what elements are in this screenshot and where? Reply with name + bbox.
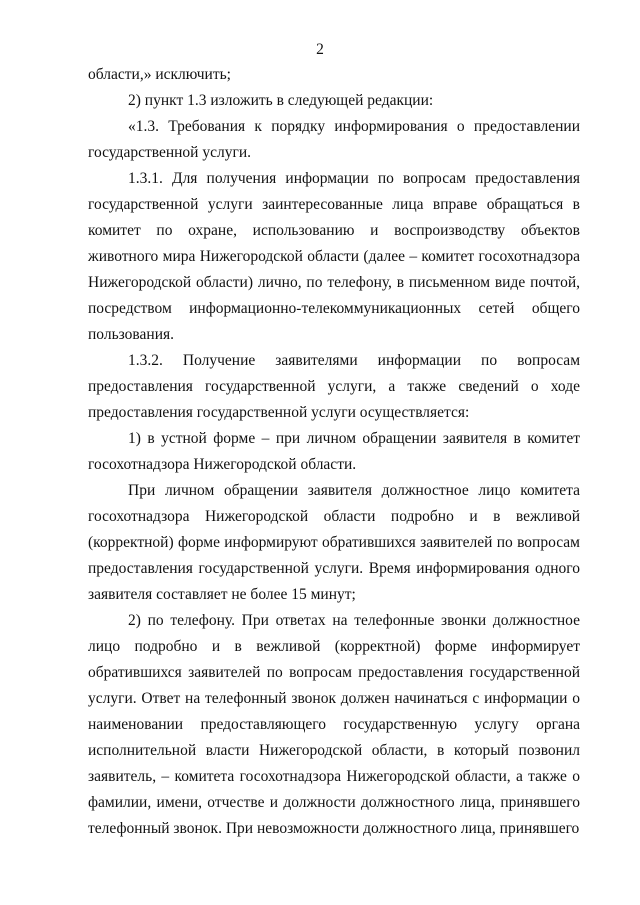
paragraph-section-1-3-2: 1.3.2. Получение заявителями информации по вопросам предоставления государственной услуги, а также сведений о ходе предоставления государственной услуги осуществляется: [88, 352, 580, 421]
paragraph-continuation: области,» исключить; [88, 66, 231, 83]
paragraph-section-1-3: «1.3. Требования к порядку информирования о предоставлении государственной услуги. [88, 118, 580, 161]
paragraph-personal-visit: При личном обращении заявителя должностное лицо комитета госохотнадзора Нижегородской области подробно и в вежливой (корректной) форме информируют обратившихся заявителей по вопросам предоставления государственной услуги. Время информирования одного заявителя составляет не более 15 минут; [88, 482, 580, 603]
document-body [88, 62, 580, 842]
paragraph-item-2: 2) пункт 1.3 изложить в следующей редакции: [128, 92, 434, 109]
paragraph-oral-form: 1) в устной форме – при личном обращении заявителя в комитет госохотнадзора Нижегородской области. [88, 430, 580, 473]
page-number: 2 [316, 41, 324, 58]
paragraph-section-1-3-1: 1.3.1. Для получения информации по вопросам предоставления государственной услуги заинтересованные лица вправе обращаться в комитет по охране, использованию и воспроизводству объектов животного мира Нижегородской области (далее – комитет госохотнадзора Нижегородской области) лично, по телефону, в письменном виде почтой, посредством информационно-телекоммуникационных сетей общего пользования. [88, 170, 580, 343]
paragraph-phone: 2) по телефону. При ответах на телефонные звонки должностное лицо подробно и в вежливой (корректной) форме информирует обратившихся заявителей по вопросам предоставления государственной услуги. Ответ на телефонный звонок должен начинаться с информации о наименовании предоставляющего государственную услугу органа исполнительной власти Нижегородской области, в который позвонил заявитель, – комитета госохотнадзора Нижегородской области, а также о фамилии, имени, отчестве и должности должностного лица, принявшего телефонный звонок. При невозможности должностного лица, принявшего [88, 612, 580, 837]
